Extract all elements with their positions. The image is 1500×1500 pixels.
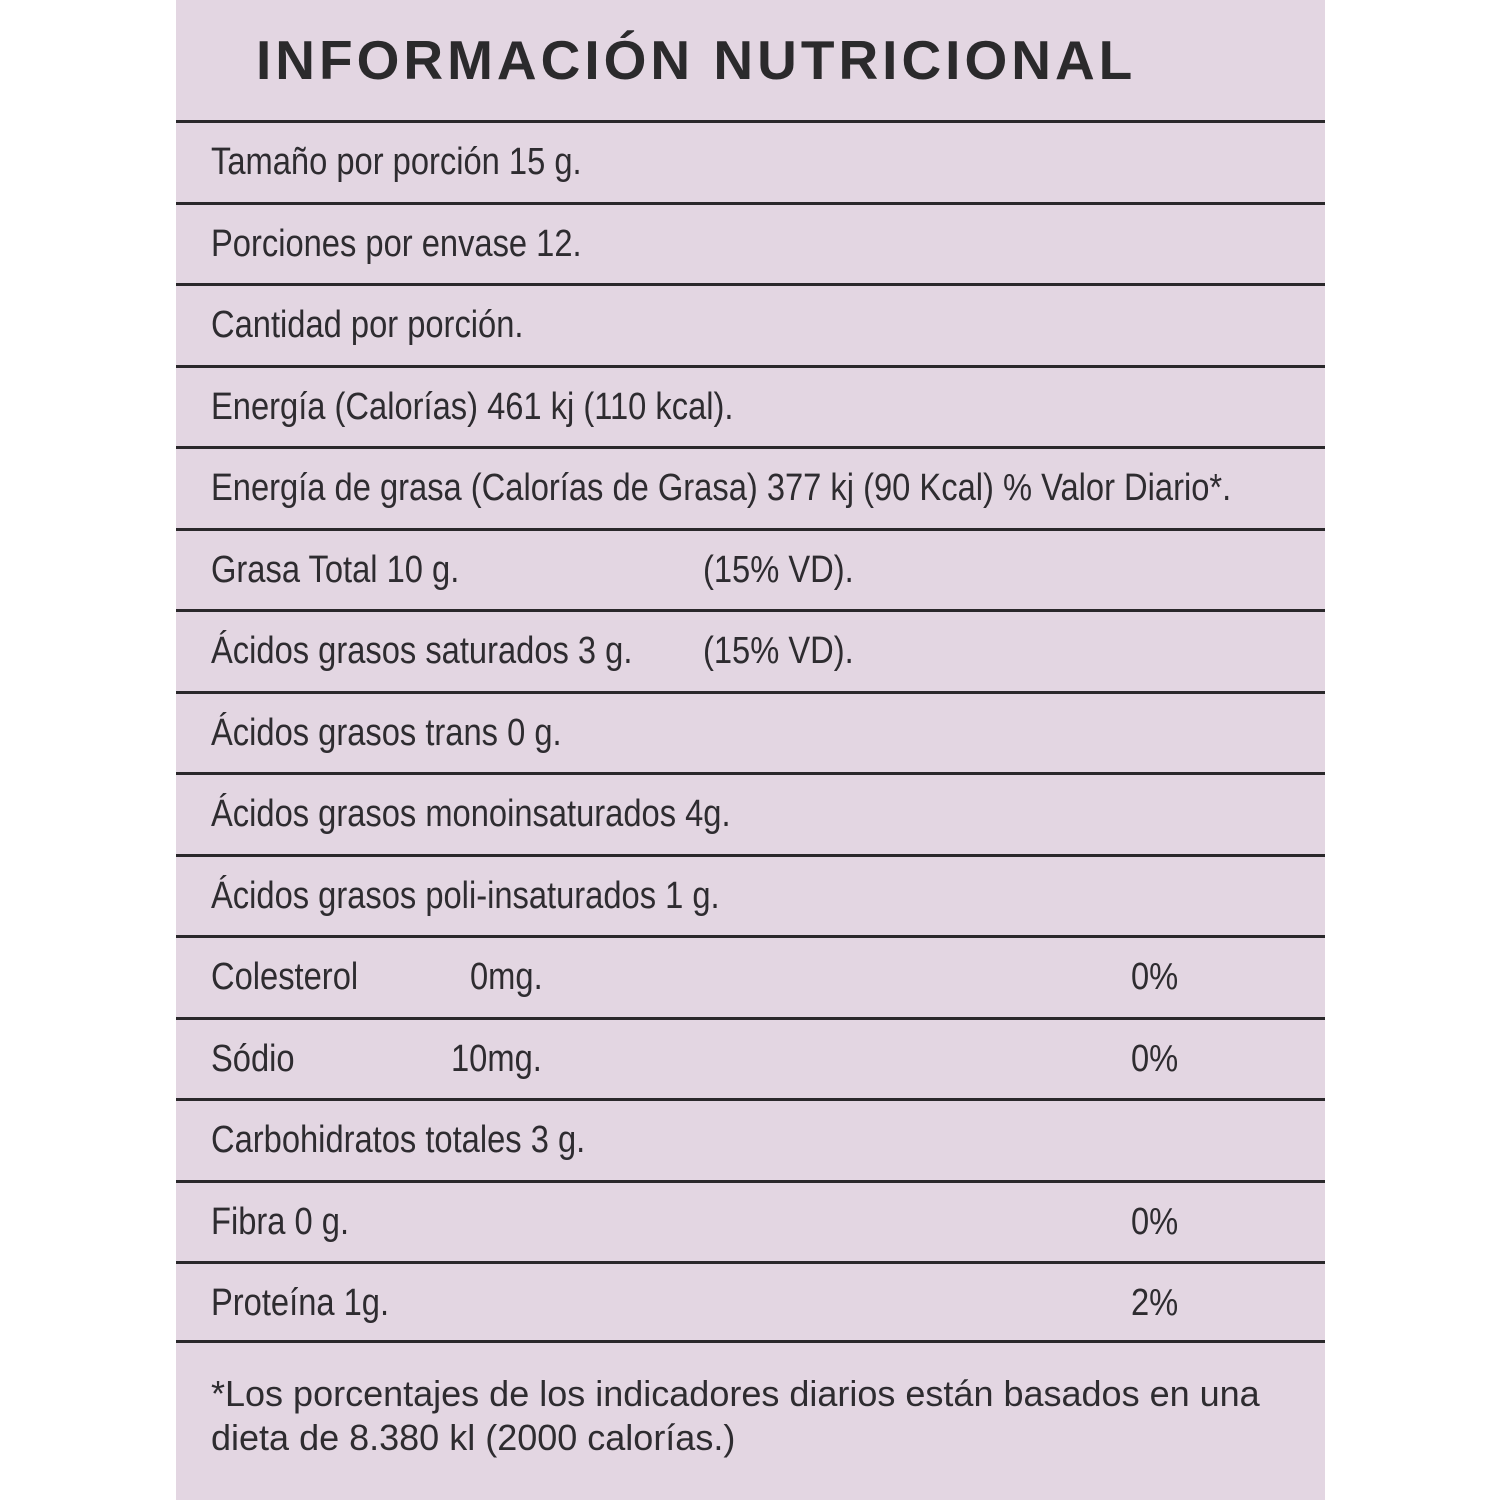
- monounsaturated-fat-text: Ácidos grasos monoinsaturados 4g.: [211, 793, 731, 835]
- total-fat-text: Grasa Total 10 g.: [211, 548, 460, 591]
- energy-text: Energía (Calorías) 461 kj (110 kcal).: [211, 385, 734, 428]
- polyunsaturated-fat-text: Ácidos grasos poli-insaturados 1 g.: [211, 874, 720, 917]
- row-total-fat: [176, 528, 1325, 610]
- row-amount-per-serving: [176, 283, 1325, 365]
- row-sodium: [176, 1017, 1325, 1099]
- cholesterol-amount: 0mg.: [470, 956, 543, 998]
- fiber-text: Fibra 0 g.: [211, 1200, 350, 1243]
- fiber-percent: 0%: [1131, 1200, 1179, 1243]
- row-fiber: [176, 1180, 1325, 1262]
- row-serving-size: [176, 120, 1325, 202]
- sodium-text: Sódio: [211, 1037, 295, 1080]
- protein-text: Proteína 1g.: [211, 1282, 390, 1324]
- saturated-fat-dv: (15% VD).: [703, 630, 854, 672]
- protein-percent: 2%: [1131, 1282, 1179, 1324]
- nutrition-rows: [176, 120, 1325, 1343]
- row-monounsaturated-fat: [176, 772, 1325, 854]
- row-polyunsaturated-fat: [176, 854, 1325, 936]
- sodium-percent: 0%: [1131, 1037, 1179, 1080]
- row-servings-per-container: [176, 202, 1325, 284]
- total-carbohydrates-text: Carbohidratos totales 3 g.: [211, 1119, 586, 1161]
- label-title: INFORMACIÓN NUTRICIONAL: [256, 29, 1137, 91]
- row-trans-fat: [176, 691, 1325, 773]
- row-cholesterol: [176, 935, 1325, 1017]
- row-saturated-fat: [176, 609, 1325, 691]
- trans-fat-text: Ácidos grasos trans 0 g.: [211, 711, 562, 754]
- nutrition-label: [176, 0, 1325, 1500]
- fat-energy-text: Energía de grasa (Calorías de Grasa) 377 kj (90 Kcal) % Valor Diario*.: [211, 467, 1232, 509]
- row-fat-energy: [176, 446, 1325, 528]
- sodium-amount: 10mg.: [451, 1037, 542, 1080]
- cholesterol-percent: 0%: [1131, 956, 1179, 998]
- amount-per-serving-text: Cantidad por porción.: [211, 304, 524, 346]
- row-total-carbohydrates: [176, 1098, 1325, 1180]
- saturated-fat-text: Ácidos grasos saturados 3 g.: [211, 630, 633, 672]
- row-energy: [176, 365, 1325, 447]
- servings-per-container-text: Porciones por envase 12.: [211, 222, 582, 265]
- serving-size-text: Tamaño por porción 15 g.: [211, 141, 582, 183]
- cholesterol-text: Colesterol: [211, 956, 359, 998]
- footnote: *Los porcentajes de los indicadores diarios están basados en una dieta de 8.380 kl (2000 calorías.): [211, 1373, 1260, 1458]
- row-protein: [176, 1261, 1325, 1343]
- total-fat-dv: (15% VD).: [703, 548, 854, 591]
